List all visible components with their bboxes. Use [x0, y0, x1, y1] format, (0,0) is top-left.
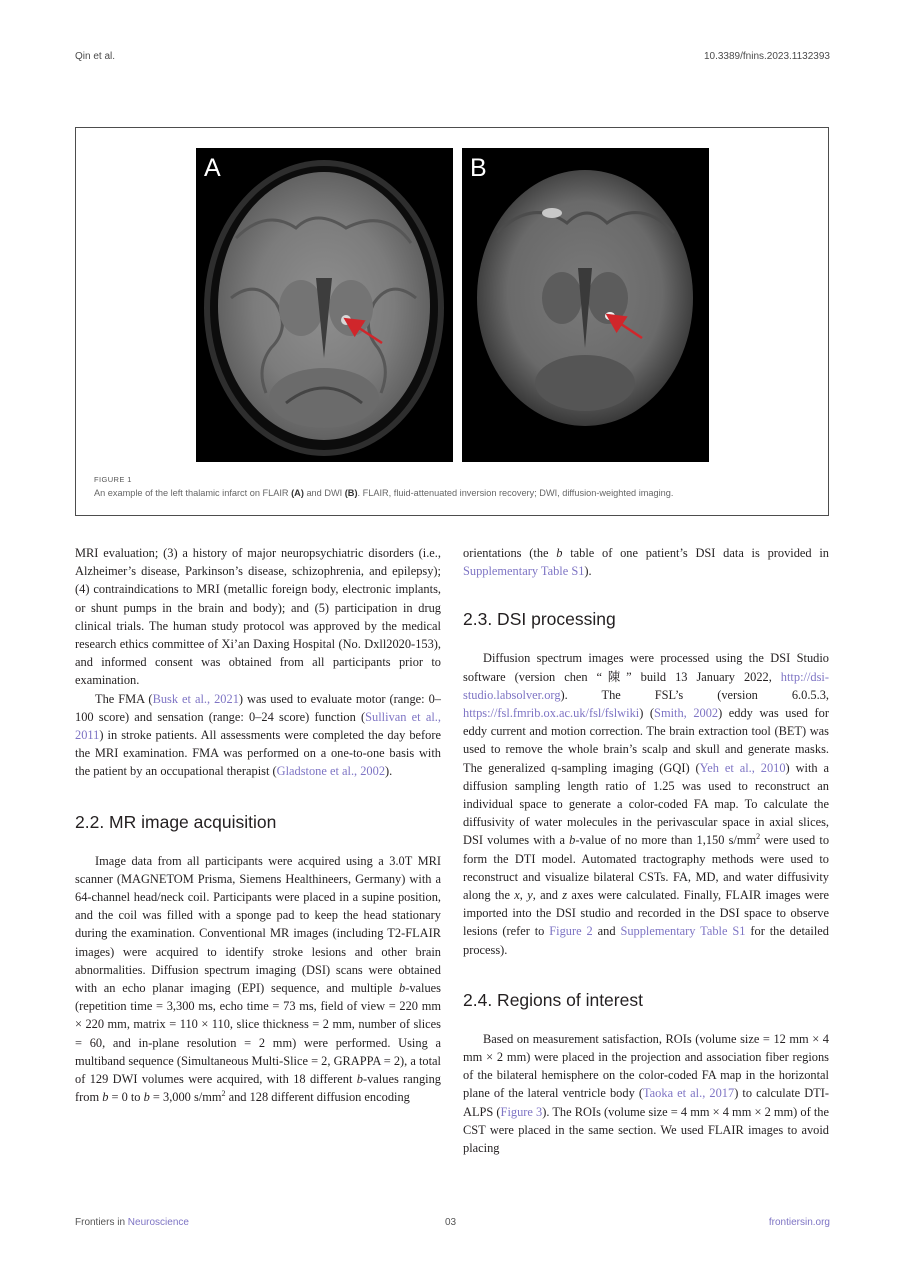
- section-heading-regions-of-interest: 2.4. Regions of interest: [463, 989, 643, 1010]
- section-heading-mr-acquisition: 2.2. MR image acquisition: [75, 811, 277, 832]
- running-head-doi: 10.3389/fnins.2023.1132393: [703, 51, 830, 62]
- figure-link[interactable]: Figure 3: [500, 1104, 543, 1119]
- citation-link[interactable]: Taoka et al., 2017: [642, 1086, 735, 1101]
- page-number: 03: [445, 1217, 457, 1228]
- right-column: [463, 544, 829, 1157]
- citation-link[interactable]: Smith, 2002: [654, 706, 719, 721]
- paragraph-dsi-processing: Diffusion spectrum images were processed using the DSI Studio software (version chen “陳” build 13 January 2022, http://dsi-studio.labsolver.org). The FSL’s (version 6.0.5.3, https://fsl.fmrib.ox.ac.uk/fsl/fslwiki) (Smith, 2002) eddy was used for eddy current and motion correction. The brain extraction tool (BET) was used to remove the whole brain’s scalp and skull and generate masks. The generalized q-sampling imaging (GQI) (Yeh et al., 2010) with a diffusion sampling length ratio of 1.25 was used to reconstruct an individual space to generate a color-coded FA map. To calculate the diffusivity of water molecules in the perivascular space in axial slices, DSI volumes with a b-value of no more than 1,150 $s/mm^2$ were used to form the DTI model. Automated tractography methods were used to reconstruct and visualize bilateral CSTs. FA, MD, and water diffusivity along the x, y, and z axes were calculated. Finally, FLAIR images were imported into the DSI studio and recorded in the DSI space to observe lesions (refer to Figure 2 and Supplementary Table S1 for the detailed process).: [463, 651, 830, 957]
- paragraph-fma: The FMA (Busk et al., 2021) was used to evaluate motor (range: 0–100 score) and sensation (range: 0–24 score) function (Sullivan et al., 2011) in stroke patients. All assessments were completed the day before the MRI examination. FMA was performed on a one-to-one basis with the patient by an occupational therapist (Gladstone et al., 2002).: [75, 691, 441, 779]
- paragraph-mr-acquisition: Image data from all participants were acquired using a 3.0T MRI scanner (MAGNETOM Prisma, Siemens Healthineers, Germany) with a 64-channel head/neck coil. Participants were placed in a supine position, and the coil was filled with a sponge pad to keep the head stationary during the examination. Conventional MR images (including T2-FLAIR images) were acquired to identify stroke lesions and other brain abnormalities. Diffusion spectrum imaging (DSI) scans were obtained with an echo planar imaging (EPI) sequence, and multiple b-values (repetition time = 3,300 ms, echo time = 73 ms, field of view = 220 mm × 220 mm, matrix = 110 × 110, slice thickness = 2 mm, number of slices = 60, and in-plane resolution = 2 mm) were performed. Using a multiband sequence (Simultaneous Multi-Slice = 2, GRAPPA = 2), a total of 129 DWI volumes were acquired, with 18 different b-values ranging from b = 0 to b = 3,000 $s/mm^2$ and 128 different diffusion encoding: [75, 853, 441, 1105]
- journal-link[interactable]: Neuroscience: [127, 1217, 189, 1228]
- paragraph-regions-of-interest: Based on measurement satisfaction, ROIs (volume size = 12 mm × 4 mm × 2 mm) were placed in the projection and association fiber regions of the bilateral hemisphere on the color-coded FA map in the horizontal plane of the lateral ventricle body (Taoka et al., 2017) to calculate DTI-ALPS (Figure 3). The ROIs (volume size = 4 mm × 4 mm × 2 mm) of the CST were placed in the same section. We used FLAIR images to avoid placing: [463, 1031, 829, 1156]
- url-link[interactable]: https://fsl.fmrib.ox.ac.uk/fsl/fslwiki: [463, 706, 640, 721]
- citation-link[interactable]: Yeh et al., 2010: [699, 760, 786, 775]
- paragraph-exclusion-criteria: MRI evaluation; (3) a history of major neuropsychiatric disorders (i.e., Alzheimer’s disease, Parkinson’s disease, schizophrenia, and epilepsy); (4) contraindications to MRI (metallic foreign body, electronic implants, or shunt pumps in the brain and body); and (5) participation in drug clinical trials. The human study protocol was approved by the medical research ethics committee of Xi’an Daxing Hospital (No. Dxll2020-153), and informed consent was obtained from all participants prior to examination.: [75, 546, 441, 688]
- citation-link[interactable]: Gladstone et al., 2002: [276, 764, 386, 779]
- footer-site-link[interactable]: frontiersin.org: [768, 1217, 830, 1228]
- panel-label-a: A: [204, 154, 221, 182]
- flair-brain-image: [196, 148, 453, 462]
- figure-link[interactable]: Figure 2: [549, 924, 593, 939]
- figure-label: FIGURE 1: [94, 475, 132, 484]
- footer-journal: Frontiers in Neuroscience: [75, 1217, 189, 1228]
- paragraph-orientations: orientations (the b table of one patient’s DSI data is provided in Supplementary Table S1).: [463, 546, 829, 579]
- panel-label-b: B: [470, 154, 487, 182]
- running-head-authors: Qin et al.: [75, 51, 116, 62]
- supplementary-link[interactable]: Supplementary Table S1: [620, 924, 746, 939]
- left-column: [75, 544, 441, 1106]
- dwi-brain-image: [462, 148, 709, 462]
- url-link[interactable]: http://dsi-studio.labsolver.org: [463, 669, 829, 702]
- supplementary-link[interactable]: Supplementary Table S1: [463, 564, 585, 579]
- figure-caption: An example of the left thalamic infarct on FLAIR (A) and DWI (B). FLAIR, fluid-attenuated inversion recovery; DWI, diffusion-weighted imaging.: [94, 488, 674, 498]
- dwi-image-panel: [462, 148, 709, 462]
- section-heading-dsi-processing: 2.3. DSI processing: [463, 609, 616, 630]
- citation-link[interactable]: Busk et al., 2021: [152, 691, 239, 706]
- flair-image-panel: [196, 148, 453, 462]
- citation-link[interactable]: Sullivan et al., 2011: [75, 709, 441, 743]
- figure-1: [75, 127, 829, 516]
